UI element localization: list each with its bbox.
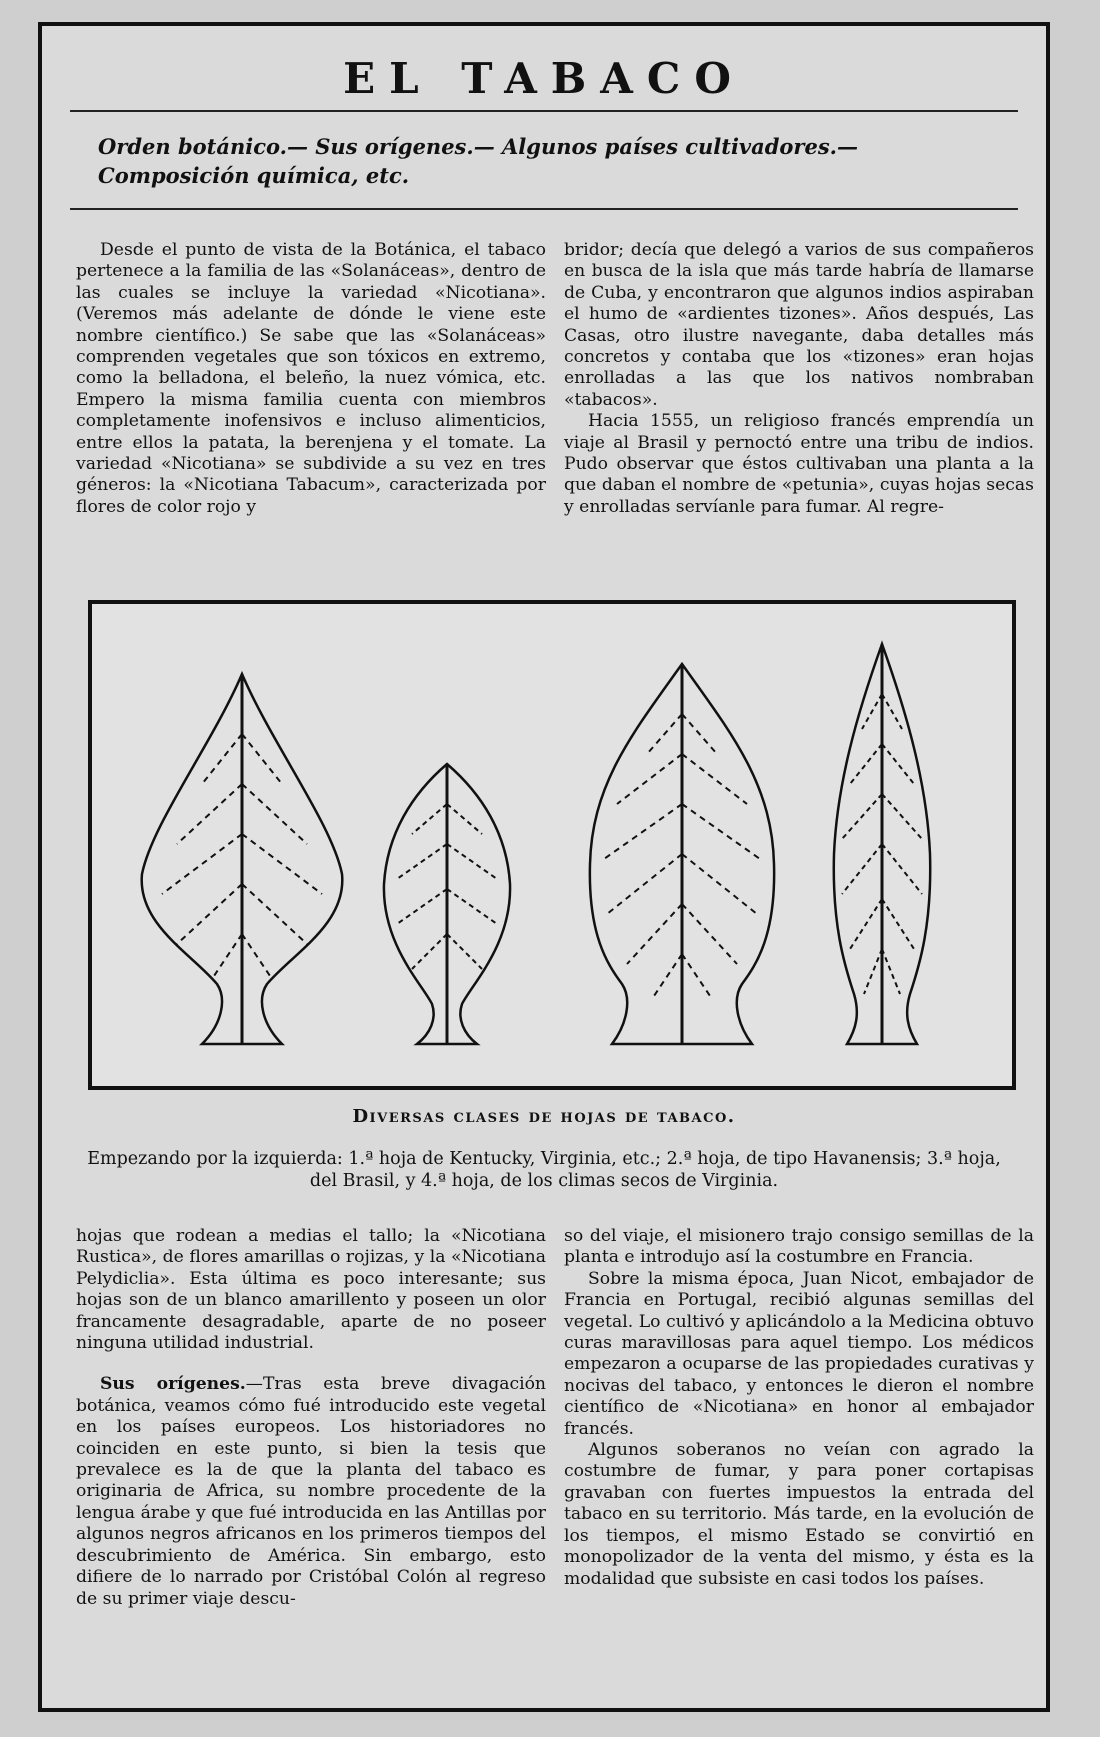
newspaper-page: [38, 22, 1050, 1712]
paragraph: Algunos soberanos no veían con agrado la costumbre de fumar, y para poner cortapisas gravaban con fuertes impuestos la entrada del tabaco en su territorio. Más tarde, en la evolución de los tiempos, el mismo Estado se convirtió en monopolizador de la venta del mismo, y ésta es la modalidad que subsiste en casi todos los países.: [564, 1440, 1034, 1589]
page-title: EL TABACO: [343, 54, 745, 103]
figure-caption: Empezando por la izquierda: 1.ª hoja de Kentucky, Virginia, etc.; 2.ª hoja, de tipo Havanensis; 3.ª hoja, del Brasil, y 4.ª hoja, de los climas secos de Virginia.: [87, 1149, 1001, 1191]
paragraph: Sobre la misma época, Juan Nicot, embajador de Francia en Portugal, recibió algunas semillas del vegetal. Lo cultivó y aplicándolo a la Medicina obtuvo curas maravillosas para aquel tiempo. Los médicos empezaron a ocuparse de las propiedades curativas y nocivas del tabaco, y entonces le dieron el nombre científico de «Nicotiana» en honor al embajador francés.: [564, 1268, 1034, 1439]
section-heading: Sus orígenes.: [100, 1374, 246, 1395]
paragraph: bridor; decía que delegó a varios de sus compañeros en busca de la isla que más tarde habría de llamarse de Cuba, y encontraron que algunos indios aspiraban el humo de «ardientes tizones». Años después, Las Casas, otro ilustre navegante, daba detalles más concretos y contaba que los «tizones» eran hojas enrolladas a las que los nativos nombraban «tabacos».: [564, 240, 1034, 410]
title-rule: [70, 110, 1018, 112]
paragraph: [76, 1374, 546, 1609]
leaf-havanensis-illustration: [384, 764, 510, 1044]
figure-caption-title: Diversas clases de hojas de tabaco.: [352, 1106, 736, 1127]
column-lower-right: [564, 1226, 1034, 1590]
leaf-virginia-seca-illustration: [834, 644, 930, 1044]
column-lower-left: [76, 1226, 546, 1610]
paragraph-text: —Tras esta breve divagación botánica, veamos cómo fué introducido este vegetal en los países europeos. Los historiadores no coinciden en este punto, si bien la tesis que prevalece es la de que la planta del tabaco es originaria de Africa, su nombre procedente de la lengua árabe y que fué introducida en las Antillas por algunos negros africanos en los primeros tiempos del descubrimiento de América. Sin embargo, esto difiere de lo narrado por Cristóbal Colón al regreso de su primer viaje descu-: [76, 1374, 546, 1609]
leaf-brasil-illustration: [590, 664, 774, 1044]
column-intro-right: [564, 240, 1034, 518]
paragraph: so del viaje, el misionero trajo consigo semillas de la planta e introdujo así la costumbre en Francia.: [564, 1226, 1034, 1268]
leaf-kentucky-illustration: [142, 674, 343, 1044]
article-subtitle: Orden botánico.— Sus orígenes.— Algunos países cultivadores.— Composición química, etc.: [98, 134, 858, 188]
paragraph: hojas que rodean a medias el tallo; la «Nicotiana Rustica», de flores amarillas o rojizas, y la «Nicotiana Pelydiclia». Esta última es poco interesante; sus hojas son de un blanco amarillento y poseen un olor francamente desagradable, aparte de no poseer ninguna utilidad industrial.: [76, 1226, 546, 1354]
column-intro-left: [76, 240, 546, 518]
paragraph: Desde el punto de vista de la Botánica, el tabaco pertenece a la familia de las «Solanáceas», dentro de las cuales se incluye la variedad «Nicotiana». (Veremos más adelante de dónde le viene este nombre científico.) Se sabe que las «Solanáceas» comprenden vegetales que son tóxicos en extremo, como la belladona, el beleño, la nuez vómica, etc. Empero la misma familia cuenta con miembros completamente inofensivos e incluso alimenticios, entre ellos la patata, la berenjena y el tomate. La variedad «Nicotiana» se subdivide a su vez en tres géneros: la «Nicotiana Tabacum», caracterizada por flores de color rojo y: [76, 240, 546, 517]
subtitle-rule: [70, 208, 1018, 210]
paragraph: Hacia 1555, un religioso francés emprendía un viaje al Brasil y pernoctó entre una tribu de indios. Pudo observar que éstos cultivaban una planta a la que daban el nombre de «petunia», cuyas hojas secas y enrolladas servíanle para fumar. Al regre-: [564, 411, 1034, 517]
leaf-illustration: [88, 600, 1016, 1090]
